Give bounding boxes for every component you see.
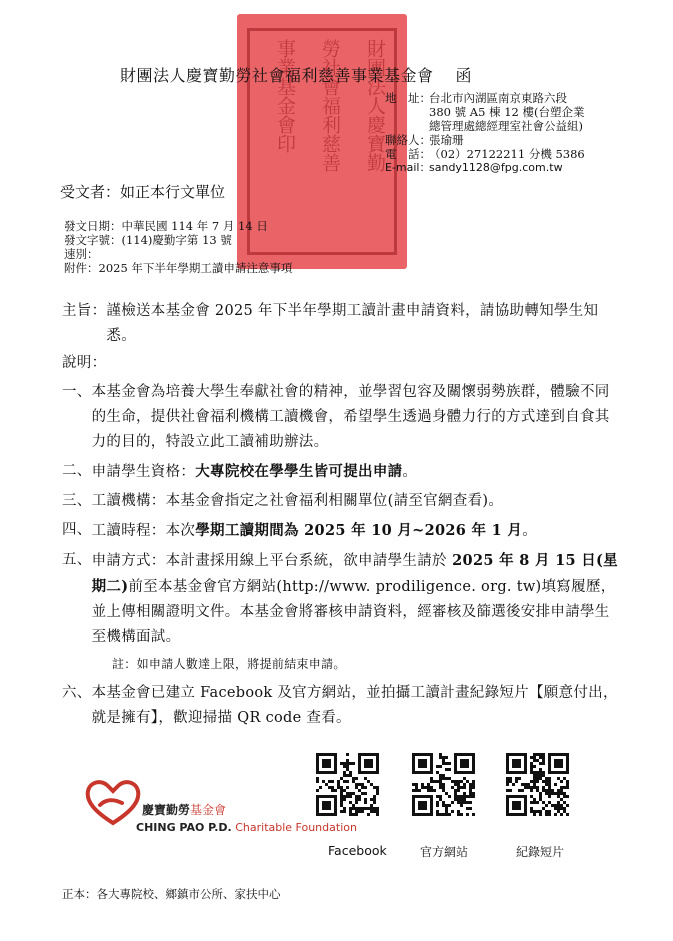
seal-text-col-2: 勞社會福利慈善 bbox=[319, 39, 341, 172]
logo-name-zh-suffix: 基金會 bbox=[190, 803, 227, 817]
document-meta bbox=[64, 219, 292, 275]
list-item: 三、 工讀機構：本基金會指定之社會福利相關單位(請至官網查看)。 bbox=[62, 493, 504, 509]
address-line-3: 總管理處總經理室社會公益組) bbox=[429, 119, 583, 133]
subject bbox=[62, 299, 622, 349]
subject-text: 謹檢送本基金會 2025 年下半年學期工讀計畫申請資料，請協助轉知學生知悉。 bbox=[106, 303, 599, 344]
copy-recipients: 正本：各大專院校、鄉鎮市公所、家扶中心 bbox=[62, 887, 281, 901]
subject-label: 主旨： bbox=[62, 303, 107, 319]
doc-type: 函 bbox=[455, 66, 473, 85]
email-label: E-mail： bbox=[385, 161, 431, 174]
logo-name-en-suffix: Charitable Foundation bbox=[235, 821, 357, 834]
document-title bbox=[120, 63, 472, 86]
heart-hand-icon bbox=[84, 777, 142, 827]
address-line-1: 台北市內湖區南京東路六段 bbox=[429, 91, 567, 105]
seal-text-col-3: 事業基金會印 bbox=[274, 39, 296, 153]
qr-label-website: 官方網站 bbox=[420, 845, 469, 859]
facebook-qr-code[interactable] bbox=[316, 753, 379, 816]
logo-name-zh: 慶寶勤勞 bbox=[142, 803, 191, 817]
video-qr-code[interactable] bbox=[506, 753, 569, 816]
list-item: 二、 申請學生資格：大專院校在學學生皆可提出申請。 bbox=[62, 463, 418, 480]
seal-text-col-1: 財團法人慶寶勤 bbox=[364, 39, 386, 172]
list-item: 四、 工讀時程：本次學期工讀期間為 2025 年 10 月~2026 年 1 月。 bbox=[62, 522, 537, 539]
speed: 速別： bbox=[64, 247, 99, 261]
qr-label-facebook: Facebook bbox=[328, 843, 387, 858]
document-body bbox=[62, 299, 622, 731]
contact-email: sandy1128@fpg.com.tw bbox=[429, 161, 563, 174]
issue-date: 發文日期：中華民國 114 年 7 月 14 日 bbox=[64, 219, 268, 233]
issue-number: 發文字號：(114)慶勤字第 13 號 bbox=[64, 233, 232, 247]
list-item: 一、 本基金會為培養大學生奉獻社會的精神，並學習包容及關懷弱勢族群，體驗不同的生命，提供社會福利機構工讀機會，希望學生透過身體力行的方式達到自食其力的目的，特設立此工讀補助辦法。 bbox=[62, 384, 610, 450]
person-label: 聯絡人： bbox=[385, 133, 431, 147]
contact-phone: （02）27122211 分機 5386 bbox=[429, 147, 585, 161]
phone-label: 電 話： bbox=[385, 147, 431, 161]
attachment: 附件：2025 年下半年學期工讀申請注意事項 bbox=[64, 261, 293, 275]
qr-label-video: 紀錄短片 bbox=[516, 845, 565, 859]
list-item: 六、 本基金會已建立 Facebook 及官方網站，並拍攝工讀計畫紀錄短片【願意付出，就是擁有】，歡迎掃描 QR code 查看。 bbox=[62, 685, 618, 726]
foundation-logo bbox=[84, 775, 357, 835]
address-line-2: 380 號 A5 棟 12 樓(台塑企業 bbox=[429, 105, 585, 119]
contact-person: 張瑜珊 bbox=[429, 133, 464, 147]
website-qr-code[interactable] bbox=[412, 753, 475, 816]
logo-name-en: CHING PAO P.D. bbox=[136, 821, 232, 834]
org-title: 財團法人慶寶勤勞社會福利慈善事業基金會 bbox=[120, 66, 434, 85]
list-item: 五、 申請方式：本計畫採用線上平台系統，欲申請學生請於 2025 年 8 月 15 日(星期二)前至本基金會官方網站(http://www. prodiligence. org. tw)填寫履歷，並上傳相關證明文件。本基金會將審核申請資料，經審核及篩選後安排申請學生至機構面試。 bbox=[62, 552, 618, 645]
note: 註：如申請人數達上限，將提前結束申請。 bbox=[112, 657, 346, 671]
address-label: 地 址： bbox=[385, 91, 431, 105]
explanation-label: 說明： bbox=[62, 355, 107, 371]
recipient: 受文者：如正本行文單位 bbox=[60, 183, 226, 201]
contact-block bbox=[385, 91, 585, 175]
